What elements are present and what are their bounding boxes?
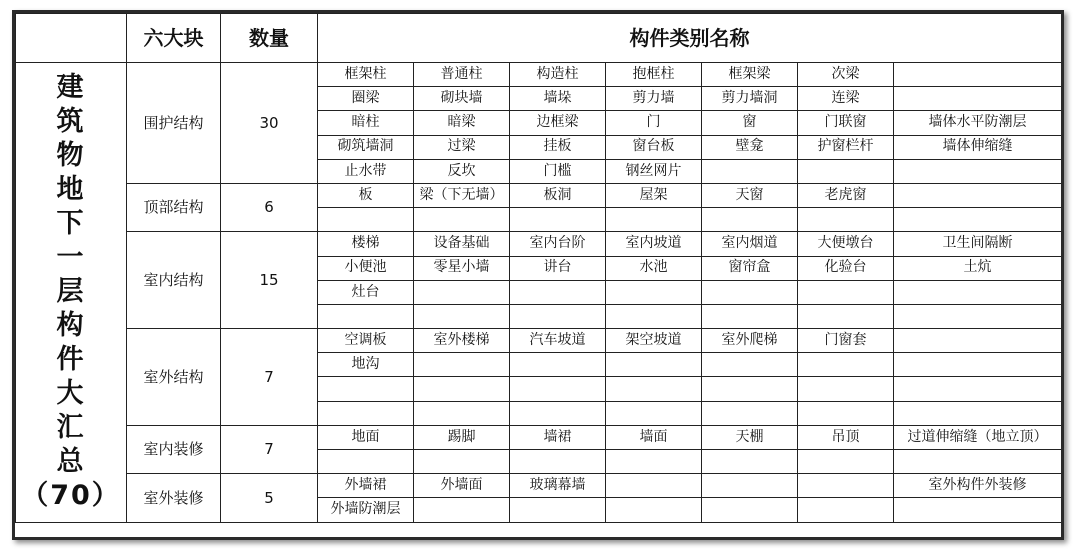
title-char: 件 — [56, 344, 86, 376]
table-row — [16, 329, 1062, 353]
component-cell — [798, 353, 894, 377]
component-cell — [798, 450, 894, 474]
component-cell — [606, 208, 702, 232]
component-cell — [894, 280, 1062, 304]
component-cell — [318, 208, 414, 232]
table-row — [16, 425, 1062, 449]
corner-cell — [16, 14, 127, 63]
component-cell: 普通柱 — [414, 63, 510, 87]
component-cell: 零星小墙 — [414, 256, 510, 280]
component-cell — [798, 304, 894, 328]
component-cell: 窗台板 — [606, 135, 702, 159]
component-cell — [702, 304, 798, 328]
component-cell: 反坎 — [414, 159, 510, 183]
component-cell — [414, 304, 510, 328]
component-cell: 剪力墙 — [606, 87, 702, 111]
component-cell: 室外爬梯 — [702, 329, 798, 353]
component-cell: 墙面 — [606, 425, 702, 449]
component-cell: 连梁 — [798, 87, 894, 111]
table-body — [16, 63, 1062, 523]
component-cell: 墙体伸缩缝 — [894, 135, 1062, 159]
component-cell — [318, 450, 414, 474]
component-cell — [414, 208, 510, 232]
group-name-cell: 围护结构 — [127, 63, 221, 184]
component-cell: 墙体水平防潮层 — [894, 111, 1062, 135]
component-cell: 止水带 — [318, 159, 414, 183]
component-cell: 外墙防潮层 — [318, 498, 414, 522]
component-cell: 吊顶 — [798, 425, 894, 449]
group-name-cell: 室外结构 — [127, 329, 221, 426]
component-cell: 抱框柱 — [606, 63, 702, 87]
title-char: 大 — [56, 378, 86, 410]
component-cell — [606, 450, 702, 474]
group-name-cell: 室内装修 — [127, 425, 221, 473]
group-name-cell: 室外装修 — [127, 474, 221, 522]
group-count-cell: 15 — [221, 232, 318, 329]
component-cell: 门 — [606, 111, 702, 135]
header-category-names: 构件类别名称 — [318, 14, 1062, 63]
component-cell — [702, 474, 798, 498]
component-cell: 板洞 — [510, 183, 606, 207]
component-cell — [414, 450, 510, 474]
component-cell — [798, 498, 894, 522]
component-cell — [414, 280, 510, 304]
component-cell — [798, 377, 894, 401]
component-cell: 门联窗 — [798, 111, 894, 135]
component-cell: 大便墩台 — [798, 232, 894, 256]
title-char: 下 — [56, 208, 86, 240]
component-cell — [510, 401, 606, 425]
component-cell — [606, 304, 702, 328]
title-char: 地 — [56, 174, 86, 206]
component-cell: 门窗套 — [798, 329, 894, 353]
component-cell — [894, 329, 1062, 353]
group-name-cell: 室内结构 — [127, 232, 221, 329]
component-cell: 室内坡道 — [606, 232, 702, 256]
title-char: （70） — [21, 480, 121, 512]
component-cell: 室外构件外装修 — [894, 474, 1062, 498]
component-cell: 框架梁 — [702, 63, 798, 87]
component-cell: 砌筑墙洞 — [318, 135, 414, 159]
title-char: 总 — [56, 446, 86, 478]
component-cell — [414, 353, 510, 377]
component-cell — [414, 377, 510, 401]
summary-table-frame — [12, 10, 1064, 540]
title-char: 物 — [56, 140, 86, 172]
component-cell: 窗 — [702, 111, 798, 135]
component-cell — [702, 353, 798, 377]
component-cell: 地沟 — [318, 353, 414, 377]
component-cell — [798, 208, 894, 232]
component-cell: 天棚 — [702, 425, 798, 449]
component-cell: 过梁 — [414, 135, 510, 159]
component-cell: 次梁 — [798, 63, 894, 87]
group-count-cell: 7 — [221, 329, 318, 426]
component-cell: 土炕 — [894, 256, 1062, 280]
component-cell: 设备基础 — [414, 232, 510, 256]
component-cell — [606, 401, 702, 425]
component-cell: 板 — [318, 183, 414, 207]
component-cell — [894, 208, 1062, 232]
component-cell: 卫生间隔断 — [894, 232, 1062, 256]
group-count-cell: 7 — [221, 425, 318, 473]
component-cell — [510, 280, 606, 304]
component-cell: 过道伸缩缝（地立顶） — [894, 425, 1062, 449]
component-cell: 天窗 — [702, 183, 798, 207]
component-cell — [510, 498, 606, 522]
component-cell — [702, 280, 798, 304]
component-cell — [510, 377, 606, 401]
component-cell: 玻璃幕墙 — [510, 474, 606, 498]
component-cell — [606, 474, 702, 498]
title-char: 筑 — [56, 106, 86, 138]
component-cell: 窗帘盒 — [702, 256, 798, 280]
component-cell: 门槛 — [510, 159, 606, 183]
component-cell — [318, 377, 414, 401]
table-row — [16, 183, 1062, 207]
component-cell — [606, 377, 702, 401]
component-cell — [894, 87, 1062, 111]
component-cell: 屋架 — [606, 183, 702, 207]
component-cell: 梁（下无墙） — [414, 183, 510, 207]
component-cell: 空调板 — [318, 329, 414, 353]
component-cell: 砌块墙 — [414, 87, 510, 111]
component-cell: 外墙面 — [414, 474, 510, 498]
component-cell: 壁龛 — [702, 135, 798, 159]
component-cell — [702, 450, 798, 474]
component-cell — [798, 159, 894, 183]
component-cell — [318, 401, 414, 425]
component-cell — [702, 159, 798, 183]
component-cell — [894, 450, 1062, 474]
component-cell: 室内烟道 — [702, 232, 798, 256]
component-cell — [702, 208, 798, 232]
component-cell — [894, 183, 1062, 207]
group-count-cell: 5 — [221, 474, 318, 522]
component-cell — [510, 304, 606, 328]
component-cell: 边框梁 — [510, 111, 606, 135]
title-char: 一 — [56, 242, 86, 274]
component-cell — [606, 498, 702, 522]
title-char: 层 — [56, 276, 86, 308]
component-cell: 框架柱 — [318, 63, 414, 87]
component-cell — [606, 280, 702, 304]
component-cell: 室内台阶 — [510, 232, 606, 256]
table-title-vertical — [16, 63, 127, 523]
component-cell — [510, 450, 606, 474]
component-cell — [414, 401, 510, 425]
group-count-cell: 6 — [221, 183, 318, 231]
component-cell: 墙垛 — [510, 87, 606, 111]
component-cell: 灶台 — [318, 280, 414, 304]
component-cell: 挂板 — [510, 135, 606, 159]
component-cell: 踢脚 — [414, 425, 510, 449]
component-cell: 化验台 — [798, 256, 894, 280]
component-cell: 暗梁 — [414, 111, 510, 135]
component-cell: 圈梁 — [318, 87, 414, 111]
component-cell — [894, 498, 1062, 522]
component-cell — [798, 401, 894, 425]
component-cell: 楼梯 — [318, 232, 414, 256]
component-cell — [702, 401, 798, 425]
component-cell: 老虎窗 — [798, 183, 894, 207]
component-cell — [894, 377, 1062, 401]
component-cell: 架空坡道 — [606, 329, 702, 353]
component-cell — [894, 63, 1062, 87]
group-count-cell: 30 — [221, 63, 318, 184]
component-cell — [606, 353, 702, 377]
title-char: 汇 — [56, 412, 86, 444]
component-cell — [510, 208, 606, 232]
component-cell: 水池 — [606, 256, 702, 280]
component-cell — [894, 304, 1062, 328]
table-row — [16, 63, 1062, 87]
component-cell: 墙裙 — [510, 425, 606, 449]
component-cell: 构造柱 — [510, 63, 606, 87]
header-row — [16, 14, 1062, 63]
component-cell: 汽车坡道 — [510, 329, 606, 353]
title-char: 构 — [56, 310, 86, 342]
header-quantity: 数量 — [221, 14, 318, 63]
component-cell — [894, 159, 1062, 183]
component-cell — [510, 353, 606, 377]
title-char: 建 — [56, 72, 86, 104]
component-cell: 钢丝网片 — [606, 159, 702, 183]
component-cell — [318, 304, 414, 328]
component-cell: 外墙裙 — [318, 474, 414, 498]
component-summary-table — [15, 13, 1062, 523]
component-cell — [894, 401, 1062, 425]
component-cell — [414, 498, 510, 522]
component-cell — [798, 474, 894, 498]
group-name-cell: 顶部结构 — [127, 183, 221, 231]
component-cell: 小便池 — [318, 256, 414, 280]
component-cell — [798, 280, 894, 304]
component-cell: 护窗栏杆 — [798, 135, 894, 159]
component-cell: 暗柱 — [318, 111, 414, 135]
component-cell: 剪力墙洞 — [702, 87, 798, 111]
header-six-blocks: 六大块 — [127, 14, 221, 63]
table-row — [16, 232, 1062, 256]
table-row — [16, 474, 1062, 498]
component-cell — [702, 498, 798, 522]
component-cell: 地面 — [318, 425, 414, 449]
component-cell: 讲台 — [510, 256, 606, 280]
component-cell: 室外楼梯 — [414, 329, 510, 353]
component-cell — [702, 377, 798, 401]
component-cell — [894, 353, 1062, 377]
